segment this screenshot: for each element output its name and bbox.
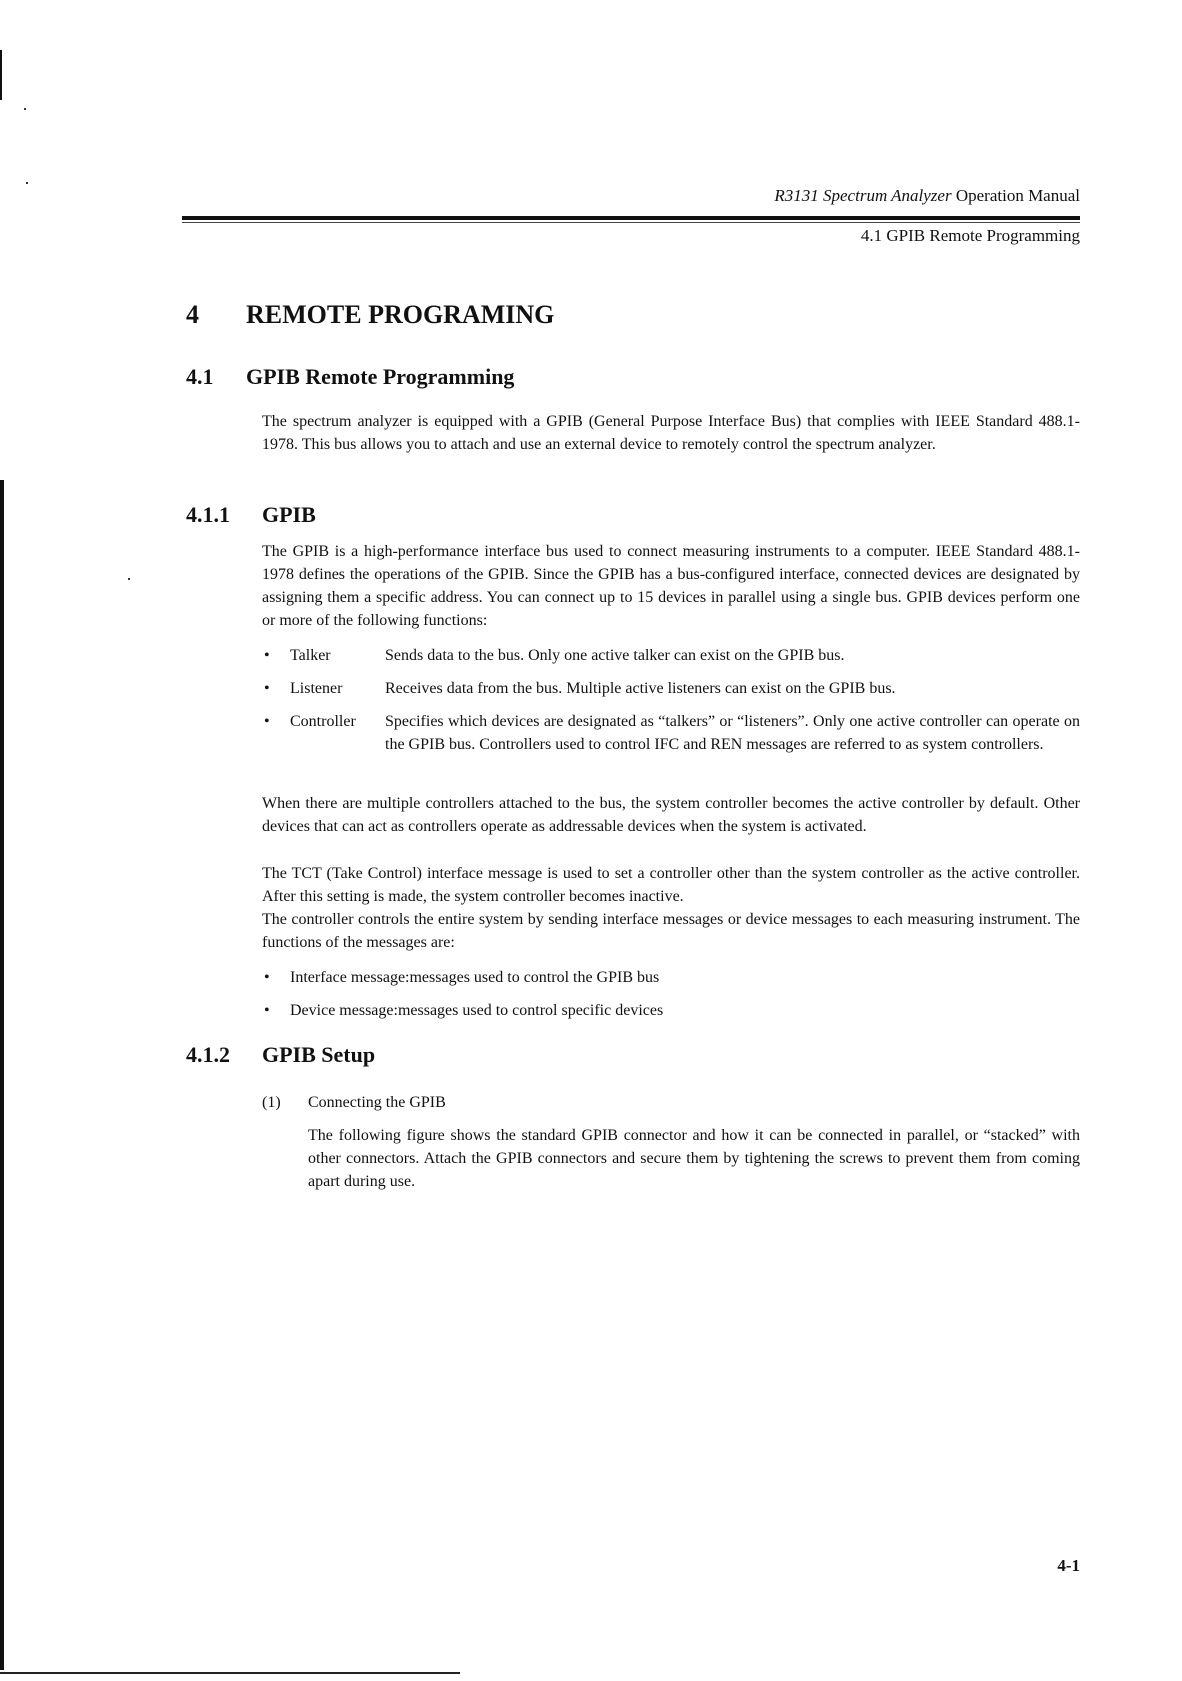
bullet-icon: • — [264, 680, 270, 697]
scan-bottom-artifact — [0, 1672, 460, 1674]
message-type: Interface message:messages used to control the GPIB bus — [290, 969, 660, 986]
message-type: Device message:messages used to control specific devices — [290, 1002, 664, 1019]
sub-item-number: (1) — [262, 1094, 281, 1111]
scan-speck — [128, 578, 130, 580]
list-item — [262, 966, 1080, 989]
chapter-number: 4 — [186, 300, 199, 329]
section-heading-4-1-2 — [186, 1042, 375, 1068]
section-number: 4.1 — [186, 364, 214, 389]
bullet-icon: • — [264, 647, 270, 664]
list-item — [262, 644, 1080, 667]
page-number: 4-1 — [1057, 1556, 1080, 1575]
section-heading-4-1 — [186, 364, 514, 390]
list-item — [262, 999, 1080, 1022]
function-term: Listener — [290, 680, 343, 697]
manual-title-suffix: Operation Manual — [955, 186, 1080, 205]
header-rule — [182, 216, 1080, 220]
scan-edge-artifact — [0, 480, 4, 1670]
chapter-title: REMOTE PROGRAMING — [246, 300, 555, 329]
manual-title: R3131 Spectrum Analyzer — [774, 186, 952, 205]
scan-speck — [24, 108, 26, 110]
connecting-paragraph: The following figure shows the standard GPIB connector and how it can be connected in parallel, or “stacked” with other connectors. Attach the GPIB connectors and secure them by tightening the screws to prevent them from coming apart during use. — [308, 1127, 1080, 1190]
section-number: 4.1.2 — [186, 1042, 230, 1067]
section-title: GPIB Setup — [262, 1042, 376, 1067]
list-item — [262, 677, 1080, 700]
header-rule-thin — [182, 222, 1080, 223]
scan-speck — [26, 182, 28, 184]
controller-paragraph: When there are multiple controllers attached to the bus, the system controller becomes the active controller by default. Other devices that can act as controllers operate as addressable devices when the system is activated. — [262, 795, 1080, 835]
message-types-list — [262, 966, 1080, 1022]
bullet-icon: • — [264, 713, 270, 730]
bullet-icon: • — [264, 1002, 270, 1019]
running-section-ref: 4.1 GPIB Remote Programming — [860, 226, 1080, 245]
section-heading-4-1-1 — [186, 502, 316, 528]
list-item — [262, 710, 1080, 756]
section-title: GPIB — [262, 502, 316, 527]
running-title — [774, 186, 1080, 206]
intro-paragraph: The spectrum analyzer is equipped with a GPIB (General Purpose Interface Bus) that complies with IEEE Standard 488.1-1978. This bus allows you to attach and use an external device to remotely control the spectrum analyzer. — [262, 413, 1080, 453]
sub-item-heading — [262, 1094, 446, 1112]
messages-paragraph: The controller controls the entire system by sending interface messages or device messages to each measuring instrument. The functions of the messages are: — [262, 911, 1080, 951]
function-definition: Receives data from the bus. Multiple active listeners can exist on the GPIB bus. — [385, 680, 896, 697]
gpib-paragraph: The GPIB is a high-performance interface bus used to connect measuring instruments to a computer. IEEE Standard 488.1-1978 defines the operations of the GPIB. Since the GPIB has a bus-configured interface, connected devices are designated by assigning them a specific address. You can connect up to 15 devices in parallel using a single bus. GPIB devices perform one or more of the following functions: — [262, 543, 1080, 629]
function-definition: Specifies which devices are designated as “talkers” or “listeners”. Only one active controller can operate on the GPIB bus. Controllers used to control IFC and REN messages are referred to as system controllers. — [385, 713, 1080, 753]
chapter-heading — [186, 300, 554, 330]
function-term: Controller — [290, 713, 356, 730]
function-term: Talker — [290, 647, 331, 664]
scan-edge-artifact — [0, 50, 2, 100]
function-definition: Sends data to the bus. Only one active talker can exist on the GPIB bus. — [385, 647, 845, 664]
section-number: 4.1.1 — [186, 502, 230, 527]
section-title: GPIB Remote Programming — [246, 364, 515, 389]
tct-paragraph: The TCT (Take Control) interface message is used to set a controller other than the system controller as the active controller. After this setting is made, the system controller becomes inactive. — [262, 865, 1080, 905]
sub-item-title: Connecting the GPIB — [308, 1094, 446, 1111]
bullet-icon: • — [264, 969, 270, 986]
gpib-functions-list — [262, 644, 1080, 756]
